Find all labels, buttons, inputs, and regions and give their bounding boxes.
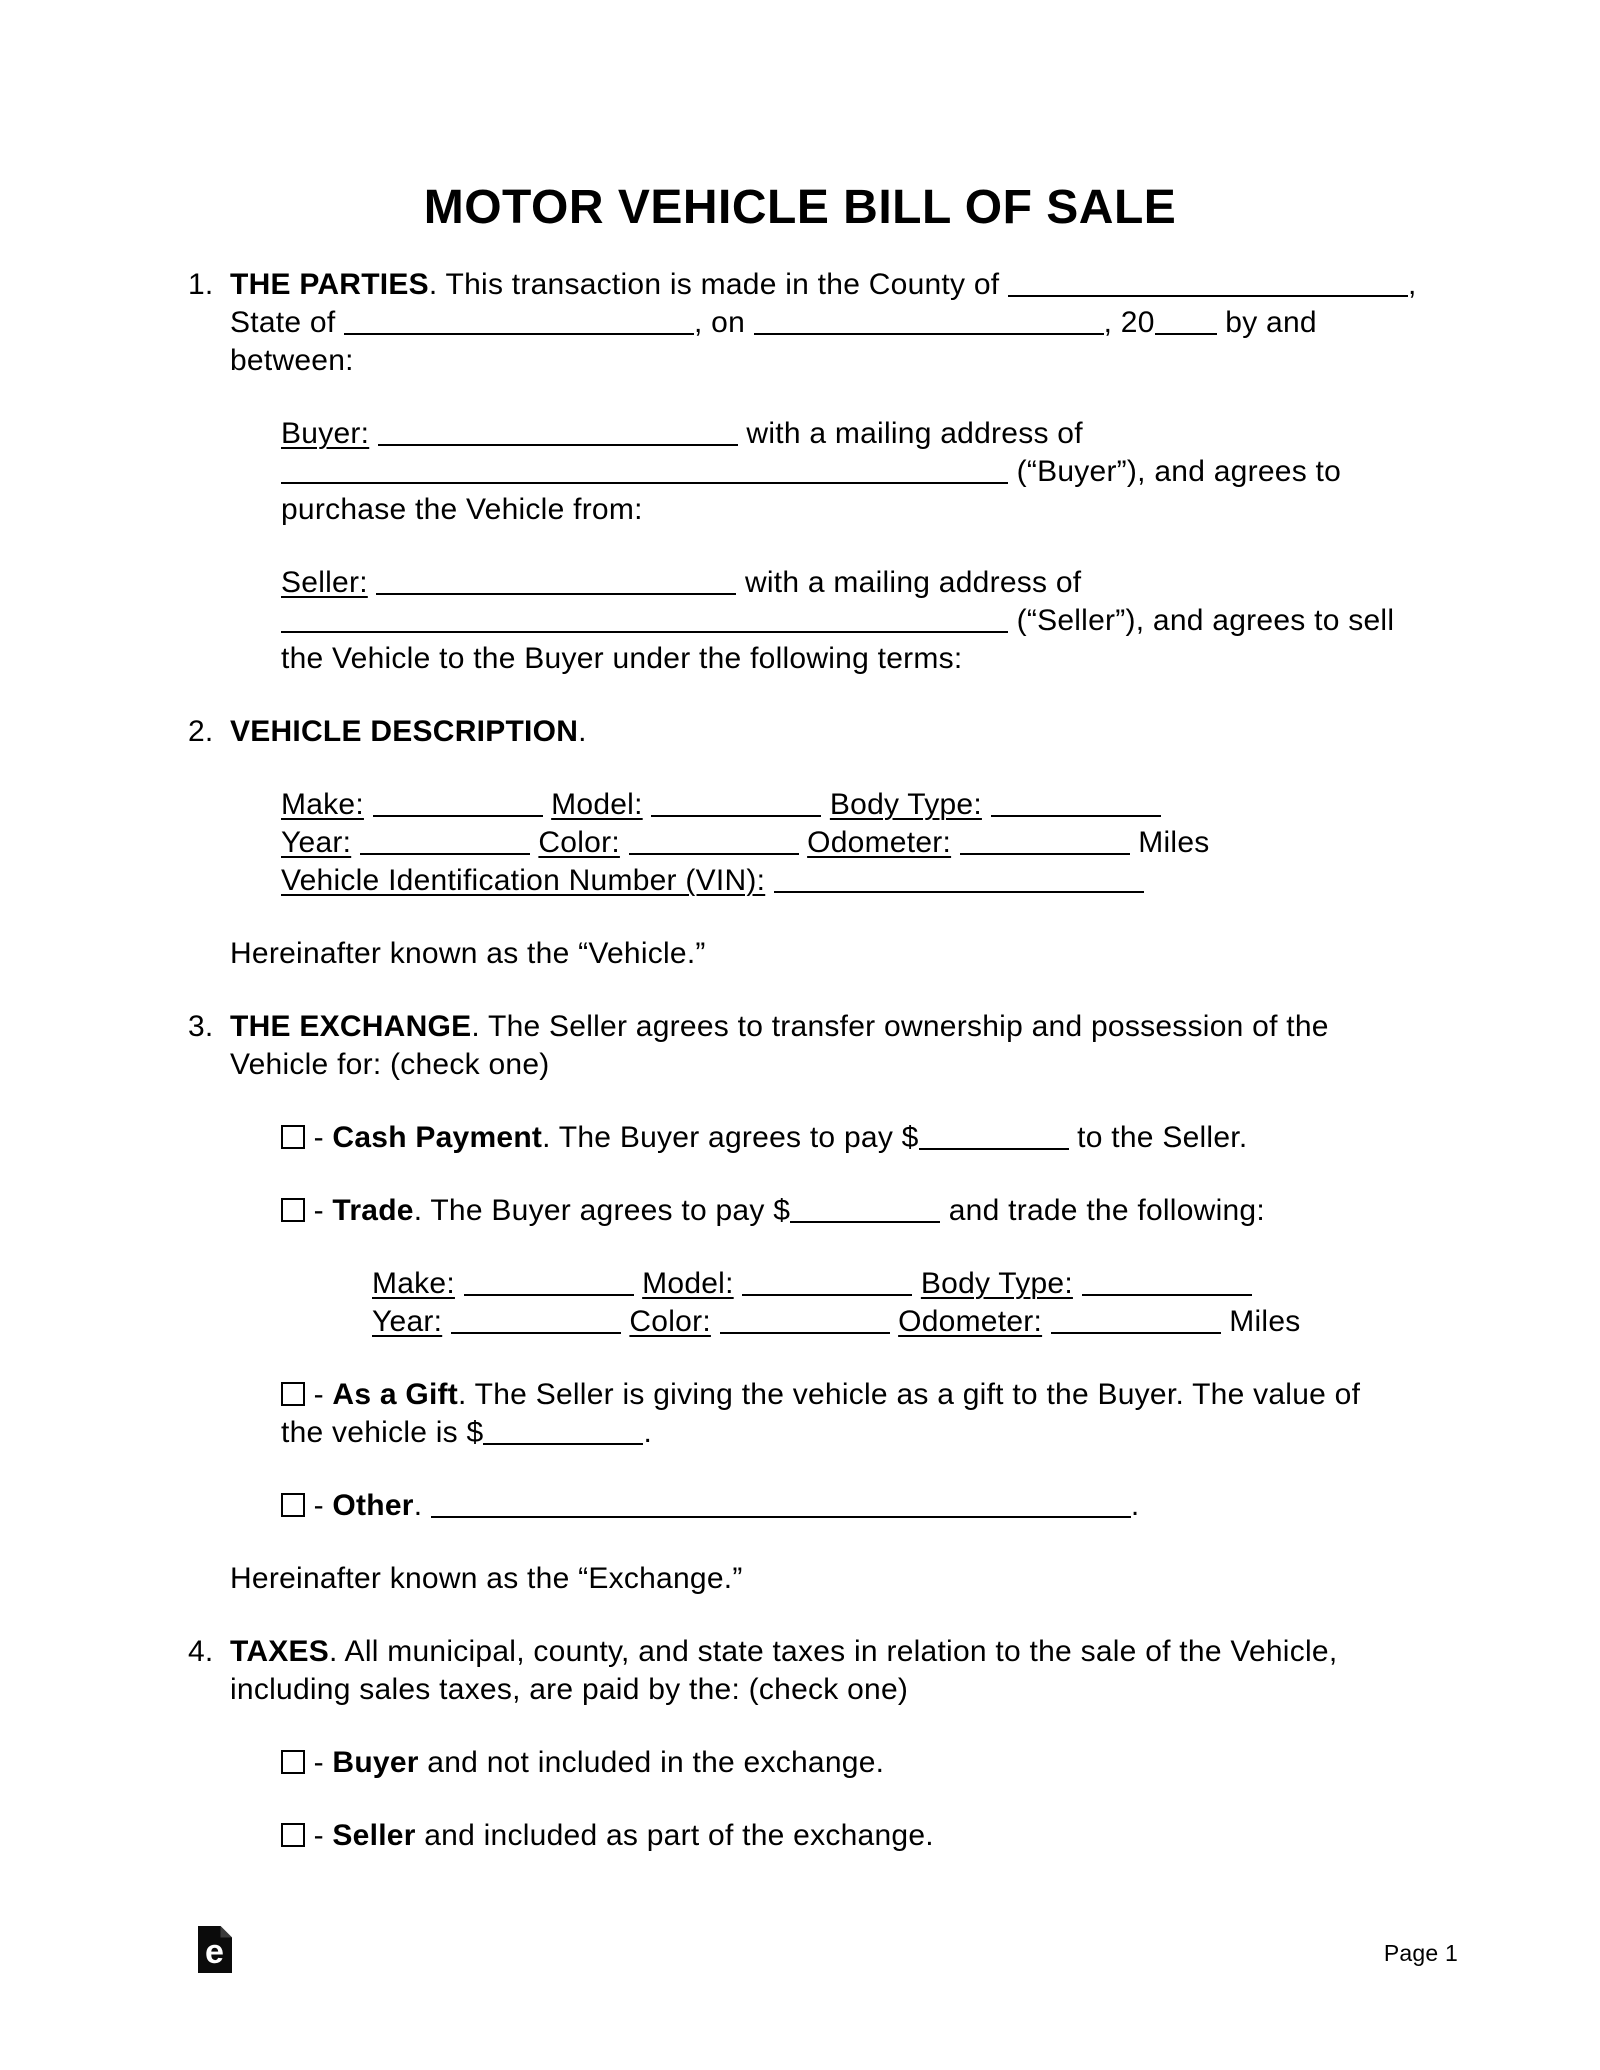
text-line (230, 935, 1470, 973)
eforms-logo (198, 1926, 232, 1973)
document-title: MOTOR VEHICLE BILL OF SALE (423, 181, 1177, 234)
blank-trade-color[interactable] (720, 1329, 890, 1334)
trade-label: Trade (332, 1194, 414, 1227)
text-run: Vehicle for: (check one) (230, 1048, 550, 1081)
text-run (442, 1305, 451, 1338)
blank-make[interactable] (373, 812, 543, 817)
text-run: the Vehicle to the Buyer under the following terms: (281, 642, 963, 675)
text-line (281, 1414, 1470, 1452)
blank-vin[interactable] (774, 888, 1144, 893)
trade-color-label: Color: (629, 1305, 711, 1338)
text-line (230, 342, 1470, 380)
text-line (230, 304, 1470, 342)
section-number: 2. (188, 715, 214, 748)
trade-year-label: Year: (372, 1305, 443, 1338)
vin-label: Vehicle Identification Number (VIN): (281, 864, 766, 897)
blank-buyer-address[interactable] (281, 479, 1008, 484)
text-run: - (305, 1746, 333, 1779)
blank-state[interactable] (344, 330, 694, 335)
text-line (281, 1744, 1470, 1782)
text-line (281, 862, 1470, 900)
trade-odometer-label: Odometer: (898, 1305, 1043, 1338)
text-run: State of (230, 306, 344, 339)
text-run (912, 1267, 921, 1300)
section-2-heading: VEHICLE DESCRIPTION (230, 715, 579, 748)
section-3-the-exchange (188, 1008, 1470, 1084)
option-as-a-gift (281, 1376, 1470, 1452)
text-run: between: (230, 344, 354, 377)
text-line (281, 640, 1470, 678)
text-run: - (305, 1121, 333, 1154)
text-run: purchase the Vehicle from: (281, 493, 643, 526)
text-run: with a mailing address of (736, 566, 1082, 599)
text-run (734, 1267, 743, 1300)
checkbox-trade[interactable] (281, 1198, 305, 1222)
buyer-paragraph (281, 415, 1470, 529)
text-run: Hereinafter known as the “Exchange.” (230, 1562, 743, 1595)
hereinafter-exchange (230, 1560, 1470, 1598)
text-line (281, 1487, 1470, 1525)
text-run: . The Buyer agrees to pay $ (542, 1121, 919, 1154)
text-line (281, 491, 1470, 529)
text-run: (“Seller”), and agrees to sell (1008, 604, 1395, 637)
text-line (372, 1265, 1470, 1303)
section-3-heading: THE EXCHANGE (230, 1010, 472, 1043)
text-run: - (305, 1489, 333, 1522)
text-run (620, 826, 629, 859)
text-line (281, 453, 1470, 491)
text-run: . This transaction is made in the County of (428, 268, 1008, 301)
body-type-label: Body Type: (829, 788, 982, 821)
blank-buyer-name[interactable] (378, 441, 738, 446)
text-run: . The Seller is giving the vehicle as a gift to the Buyer. The value of (458, 1378, 1361, 1411)
vehicle-description-fields (281, 786, 1470, 900)
text-run: Hereinafter known as the “Vehicle.” (230, 937, 706, 970)
text-run: , (1407, 268, 1417, 301)
blank-trade-amount[interactable] (790, 1218, 940, 1223)
logo-letter: e (205, 1933, 225, 1971)
odometer-label: Odometer: (807, 826, 952, 859)
text-run: Miles (1220, 1305, 1301, 1338)
text-run: . The Buyer agrees to pay $ (413, 1194, 791, 1227)
text-line (372, 1303, 1470, 1341)
text-run (1042, 1305, 1051, 1338)
text-run: to the Seller. (1068, 1121, 1248, 1154)
text-run: (“Buyer”), and agrees to (1008, 455, 1342, 488)
text-run: , on (694, 306, 754, 339)
text-run (951, 826, 960, 859)
text-line (281, 1192, 1470, 1230)
as-a-gift-label: As a Gift (332, 1378, 459, 1411)
blank-trade-body-type[interactable] (1082, 1291, 1252, 1296)
trade-vehicle-fields (372, 1265, 1470, 1341)
color-label: Color: (538, 826, 620, 859)
text-run: Miles (1129, 826, 1210, 859)
text-run (711, 1305, 720, 1338)
text-run (643, 788, 652, 821)
text-run: and included as part of the exchange. (415, 1819, 934, 1852)
text-run (765, 864, 774, 897)
checkbox-taxes-seller[interactable] (281, 1823, 305, 1847)
blank-cash-amount[interactable] (919, 1145, 1069, 1150)
text-run: by and (1216, 306, 1317, 339)
text-run: with a mailing address of (737, 417, 1083, 450)
text-run: - (305, 1378, 333, 1411)
document-content (188, 266, 1470, 1890)
checkbox-other[interactable] (281, 1493, 305, 1517)
text-run (351, 826, 360, 859)
text-run: and not included in the exchange. (418, 1746, 885, 1779)
checkbox-cash-payment[interactable] (281, 1125, 305, 1149)
taxes-buyer-label: Buyer (332, 1746, 419, 1779)
trade-make-label: Make: (372, 1267, 455, 1300)
blank-date[interactable] (754, 330, 1104, 335)
year-label: Year: (281, 826, 352, 859)
text-run: . (643, 1416, 653, 1449)
seller-label: Seller: (281, 566, 368, 599)
text-run: , 20 (1103, 306, 1155, 339)
make-label: Make: (281, 788, 364, 821)
model-label: Model: (551, 788, 643, 821)
section-1-the-parties (188, 266, 1470, 380)
text-run (799, 826, 808, 859)
checkbox-taxes-buyer[interactable] (281, 1750, 305, 1774)
section-number: 3. (188, 1010, 214, 1043)
text-run (369, 417, 378, 450)
text-run (543, 788, 552, 821)
text-run (821, 788, 830, 821)
text-line (230, 713, 1470, 751)
trade-model-label: Model: (642, 1267, 734, 1300)
blank-trade-model[interactable] (742, 1291, 912, 1296)
section-4-taxes (188, 1633, 1470, 1709)
text-line (230, 1046, 1470, 1084)
text-run: . (413, 1489, 431, 1522)
blank-trade-odometer[interactable] (1051, 1329, 1221, 1334)
blank-gift-value[interactable] (483, 1440, 643, 1445)
blank-color[interactable] (629, 850, 799, 855)
taxes-seller-label: Seller (332, 1819, 416, 1852)
other-label: Other (332, 1489, 414, 1522)
blank-odometer[interactable] (960, 850, 1130, 855)
section-2-vehicle-description (188, 713, 1470, 751)
text-run: . (578, 715, 587, 748)
text-run (1073, 1267, 1082, 1300)
option-other (281, 1487, 1470, 1525)
text-run: the vehicle is $ (281, 1416, 484, 1449)
text-line (230, 1008, 1470, 1046)
text-line (281, 1817, 1470, 1855)
section-number: 4. (188, 1635, 214, 1668)
text-line (281, 786, 1470, 824)
text-line (281, 564, 1470, 602)
blank-seller-address[interactable] (281, 628, 1008, 633)
text-run: including sales taxes, are paid by the: (check one) (230, 1673, 909, 1706)
text-run: . (1130, 1489, 1140, 1522)
blank-trade-make[interactable] (464, 1291, 634, 1296)
blank-vehicle-year[interactable] (360, 850, 530, 855)
text-run (634, 1267, 643, 1300)
text-line (230, 266, 1470, 304)
checkbox-as-a-gift[interactable] (281, 1382, 305, 1406)
blank-trade-year[interactable] (451, 1329, 621, 1334)
blank-model[interactable] (651, 812, 821, 817)
blank-year[interactable] (1155, 330, 1217, 335)
text-line (281, 1119, 1470, 1157)
option-taxes-seller (281, 1817, 1470, 1855)
buyer-label: Buyer: (281, 417, 370, 450)
text-line (281, 824, 1470, 862)
option-cash-payment (281, 1119, 1470, 1157)
text-line (230, 1560, 1470, 1598)
text-run: and trade the following: (940, 1194, 1265, 1227)
option-trade (281, 1192, 1470, 1230)
text-run (364, 788, 373, 821)
text-run (455, 1267, 464, 1300)
section-number: 1. (188, 268, 214, 301)
text-line (281, 1376, 1470, 1414)
text-run (982, 788, 991, 821)
text-run (368, 566, 377, 599)
page-number: Page 1 (1383, 1940, 1458, 1966)
text-run: - (305, 1194, 333, 1227)
option-taxes-buyer (281, 1744, 1470, 1782)
blank-county[interactable] (1008, 292, 1408, 297)
text-run: . All municipal, county, and state taxes in relation to the sale of the Vehicle, (329, 1635, 1338, 1668)
hereinafter-vehicle (230, 935, 1470, 973)
blank-other[interactable] (431, 1513, 1131, 1518)
text-line (281, 602, 1470, 640)
text-line (230, 1671, 1470, 1709)
text-run: - (305, 1819, 333, 1852)
section-4-heading: TAXES (230, 1635, 330, 1668)
seller-paragraph (281, 564, 1470, 678)
text-line (281, 415, 1470, 453)
section-1-heading: THE PARTIES (230, 268, 429, 301)
blank-body-type[interactable] (991, 812, 1161, 817)
text-run (890, 1305, 899, 1338)
trade-body-type-label: Body Type: (920, 1267, 1073, 1300)
cash-payment-label: Cash Payment (332, 1121, 543, 1154)
blank-seller-name[interactable] (376, 590, 736, 595)
text-run: . The Seller agrees to transfer ownership and possession of the (471, 1010, 1329, 1043)
text-line (230, 1633, 1470, 1671)
